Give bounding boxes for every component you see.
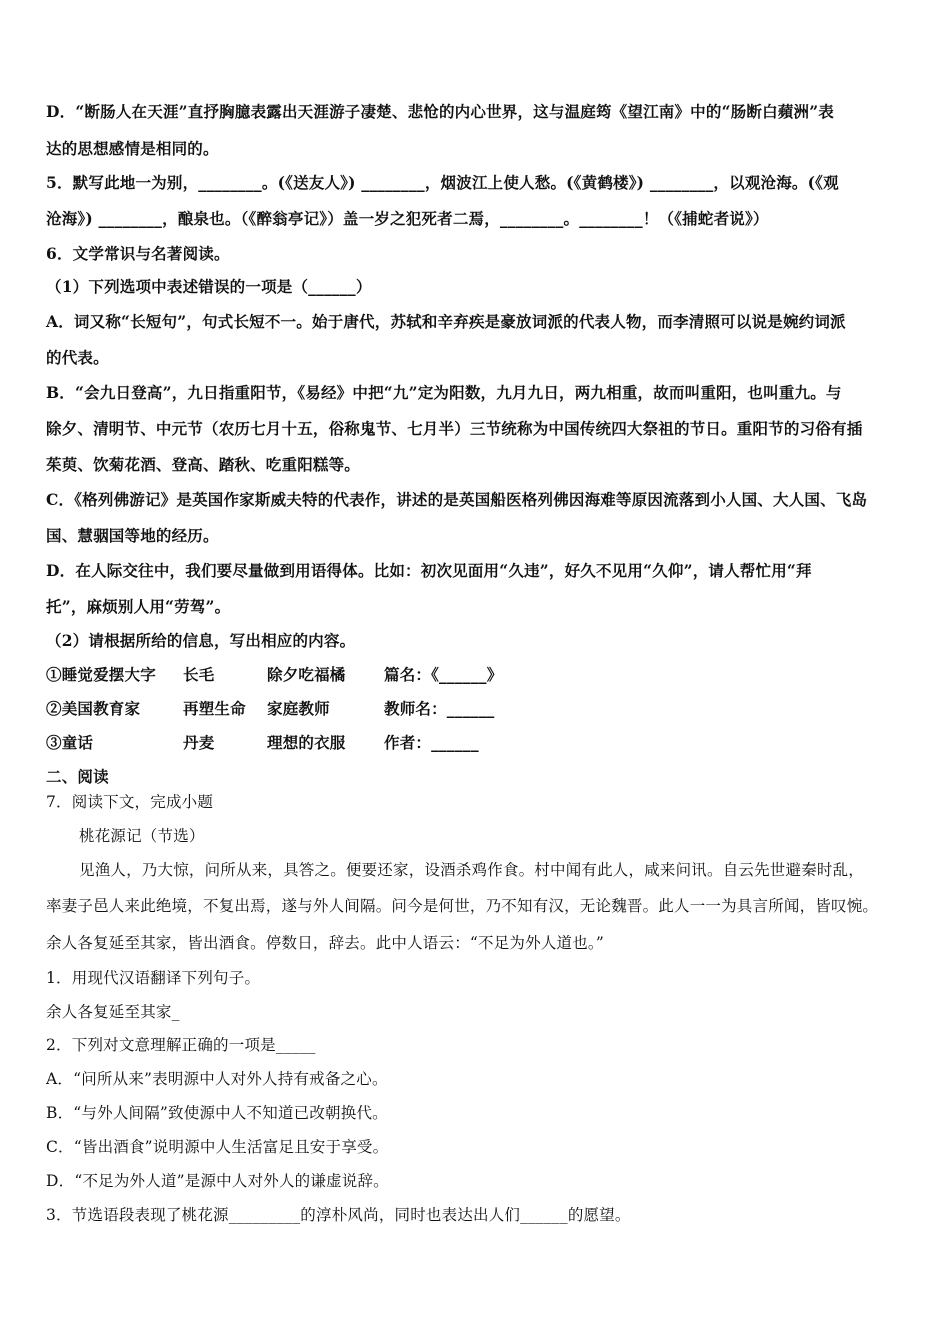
info-row-3-clue: 丹麦 — [183, 733, 215, 752]
sub1-sentence: 余人各复延至其家_ — [46, 1003, 180, 1021]
passage-line1: 见渔人，乃大惊，问所从来，具答之。便要还家，设酒杀鸡作食。村中闻有此人，咸来问讯。自云先世避秦时乱， — [79, 861, 865, 879]
q6-option-b-line3: 茱萸、饮菊花酒、登高、踏秋、吃重阳糕等。 — [46, 455, 361, 474]
info-row-2-clue: 家庭教师 — [267, 699, 330, 718]
passage-line3: 余人各复延至其家，皆出酒食。停数日，辞去。此中人语云：“不足为外人道也。” — [46, 934, 605, 952]
info-row-2-clue: ②美国教育家 — [46, 699, 141, 718]
q7-title: 7．阅读下文，完成小题 — [46, 793, 214, 811]
sub2-option-d: D．“不足为外人道”是源中人对外人的谦虚说辞。 — [46, 1172, 389, 1190]
passage-title: 桃花源记（节选） — [79, 827, 205, 845]
q4-option-d-line1: D．“断肠人在天涯”直抒胸臆表露出天涯游子凄楚、悲怆的内心世界，这与温庭筠《望江南》中的“肠断白蘋洲”表 — [46, 102, 835, 121]
q5-line1: 5．默写此地一为别，________。(《送友人》) ________，烟波江上使人愁。(《黄鹤楼》) ________，以观沧海。(《观 — [46, 173, 839, 192]
q6-option-d-line1: D．在人际交往中，我们要尽量做到用语得体。比如：初次见面用“久违”，好久不见用“久仰”，请人帮忙用“拜 — [46, 561, 812, 580]
q6-part2-prompt: （2）请根据所给的信息，写出相应的内容。 — [46, 631, 356, 650]
section-title: 二、阅读 — [46, 767, 109, 786]
info-row-3-clue: 理想的衣服 — [267, 733, 346, 752]
sub2-option-b: B．“与外人间隔”致使源中人不知道已改朝换代。 — [46, 1104, 388, 1122]
info-row-2-answer: 教师名：______ — [384, 699, 495, 718]
q6-option-b-line1: B．“会九日登高”，九日指重阳节，《易经》中把“九”定为阳数，九月九日，两九相重，故而叫重阳，也叫重九。与 — [46, 383, 842, 402]
passage-line2: 率妻子邑人来此绝境，不复出焉，遂与外人间隔。问今是何世，乃不知有汉，无论魏晋。此人一一为具言所闻，皆叹惋。 — [46, 897, 879, 915]
info-row-3-clue: ③童话 — [46, 733, 94, 752]
q6-option-d-line2: 托”，麻烦别人用“劳驾”。 — [46, 597, 231, 616]
info-row-1-clue: 除夕吃福橘 — [267, 665, 346, 684]
q4-option-d-line2: 达的思想感情是相同的。 — [46, 139, 219, 158]
q6-title: 6．文学常识与名著阅读。 — [46, 244, 230, 263]
info-row-3-answer: 作者：______ — [384, 733, 479, 752]
q6-option-b-line2: 除夕、清明节、中元节（农历七月十五，俗称鬼节、七月半）三节统称为中国传统四大祭祖的节日。重阳节的习俗有插 — [46, 419, 863, 438]
q6-option-c-line1: C．《格列佛游记》是英国作家斯威夫特的代表作，讲述的是英国船医格列佛因海难等原因流落到小人国、大人国、飞岛 — [46, 490, 868, 509]
info-row-1-answer: 篇名：《______》 — [384, 665, 503, 684]
sub1-prompt: 1．用现代汉语翻译下列句子。 — [46, 969, 261, 987]
q6-option-a-line2: 的代表。 — [46, 348, 109, 367]
q6-option-c-line2: 国、慧骃国等地的经历。 — [46, 526, 219, 545]
sub3-prompt: 3．节选语段表现了桃花源_________的淳朴风尚，同时也表达出人们______的愿望。 — [46, 1206, 631, 1224]
q5-line2: 沧海》) ________，酿泉也。（《醉翁亭记》）盖一岁之犯死者二焉，________。________！（《捕蛇者说》） — [46, 209, 769, 228]
q6-option-a-line1: A．词又称“长短句”，句式长短不一。始于唐代，苏轼和辛弃疾是豪放词派的代表人物，而李清照可以说是婉约词派 — [46, 312, 846, 331]
sub2-option-c: C．“皆出酒食”说明源中人生活富足且安于享受。 — [46, 1138, 389, 1156]
info-row-1-clue: 长毛 — [183, 665, 215, 684]
q6-part1-prompt: （1）下列选项中表述错误的一项是（______） — [46, 277, 372, 296]
sub2-option-a: A．“问所从来”表明源中人对外人持有戒备之心。 — [46, 1070, 388, 1088]
info-row-2-clue: 再塑生命 — [183, 699, 246, 718]
sub2-prompt: 2．下列对文意理解正确的一项是_____ — [46, 1036, 316, 1054]
info-row-1-clue: ①睡觉爱摆大字 — [46, 665, 156, 684]
